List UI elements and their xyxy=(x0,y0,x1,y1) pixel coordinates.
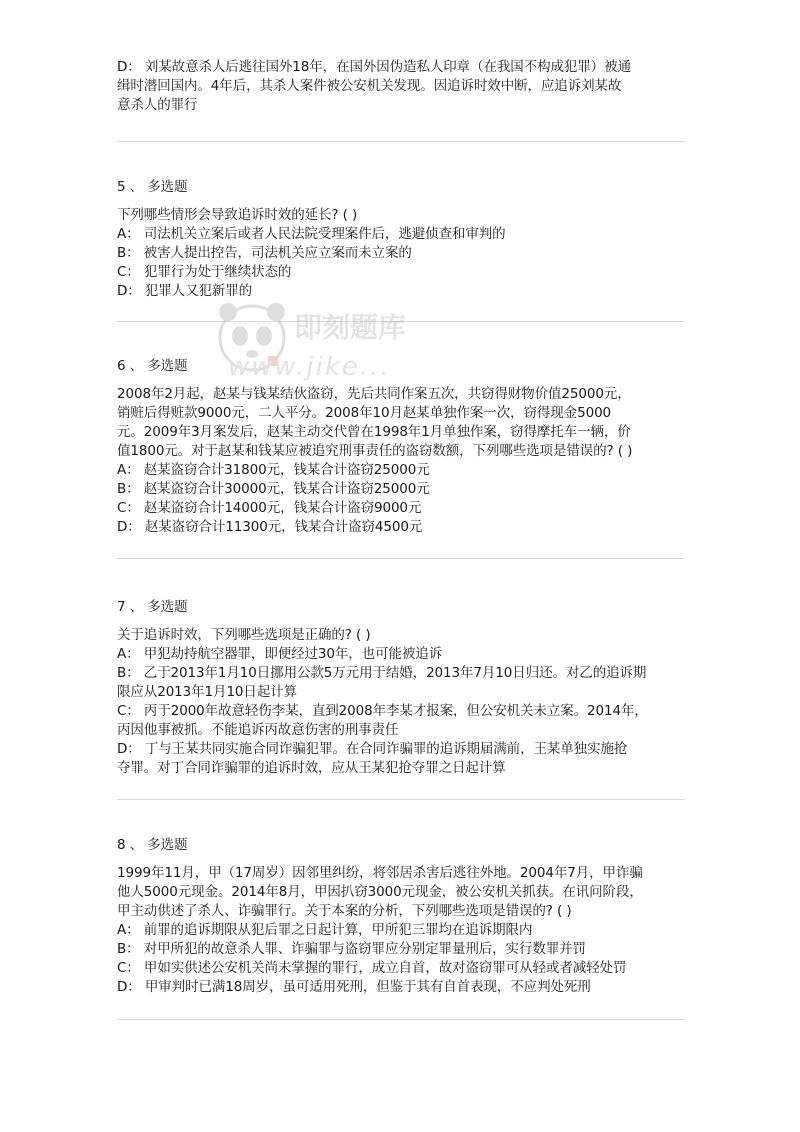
question-stem: 2008年2月起，赵某与钱某结伙盗窃，先后共同作案五次，共窃得财物价值25000元， xyxy=(117,386,631,402)
option-a[interactable]: A： 前罪的追诉期限从犯后罪之日起计算，甲所犯三罪均在追诉期限内 xyxy=(117,922,533,938)
divider xyxy=(117,141,685,142)
option-c[interactable]: C： 丙于2000年故意轻伤李某，直到2008年李某才报案，但公安机关未立案。2014年， xyxy=(117,703,648,719)
option-b-continued[interactable]: 限应从2013年1月10日起计算 xyxy=(117,684,298,700)
divider xyxy=(117,799,685,800)
question-5 xyxy=(117,178,685,301)
option-c[interactable]: C： 甲如实供述公安机关尚未掌握的罪行，成立自首，故对盗窃罪可从轻或者减轻处罚 xyxy=(117,960,627,976)
option-d[interactable]: D： 丁与王某共同实施合同诈骗犯罪。在合同诈骗罪的追诉期届满前，王某单独实施抢 xyxy=(117,741,628,757)
option-c-continued[interactable]: 丙因他事被抓。不能追诉丙故意伤害的刑事责任 xyxy=(117,722,399,738)
option-a[interactable]: A： 司法机关立案后或者人民法院受理案件后，逃避侦查和审判的 xyxy=(117,226,506,242)
question-stem: 下列哪些情形会导致追诉时效的延长? ( ) xyxy=(117,207,358,223)
option-c[interactable]: C： 赵某盗窃合计14000元，钱某合计盗窃9000元 xyxy=(117,500,422,516)
question-stem: 元。2009年3月案发后，赵某主动交代曾在1998年1月单独作案，窃得摩托车一辆，价 xyxy=(117,424,631,440)
question-4-continuation xyxy=(117,58,685,115)
question-header: 6 、 多选题 xyxy=(117,358,188,374)
option-a[interactable]: A： 赵某盗窃合计31800元，钱某合计盗窃25000元 xyxy=(117,462,430,478)
option-d-line-2: 缉时潜回国内。4年后，其杀人案件被公安机关发现。因追诉时效中断，应追诉刘某故 xyxy=(117,78,622,94)
question-7 xyxy=(117,598,685,778)
question-stem: 甲主动供述了杀人、诈骗罪行。关于本案的分析，下列哪些选项是错误的? ( ) xyxy=(117,903,572,919)
question-stem: 1999年11月，甲（17周岁）因邻里纠纷，将邻居杀害后逃往外地。2004年7月，甲诈骗 xyxy=(117,865,643,881)
question-header: 7 、 多选题 xyxy=(117,599,188,615)
option-d[interactable]: D： 犯罪人又犯新罪的 xyxy=(117,283,253,299)
option-b[interactable]: B： 被害人提出控告，司法机关应立案而未立案的 xyxy=(117,245,412,261)
watermark xyxy=(212,290,472,400)
option-c[interactable]: C： 犯罪行为处于继续状态的 xyxy=(117,264,292,280)
option-b[interactable]: B： 对甲所犯的故意杀人罪、诈骗罪与盗窃罪应分别定罪量刑后，实行数罪并罚 xyxy=(117,941,586,957)
question-header: 5 、 多选题 xyxy=(117,179,188,195)
question-stem: 值1800元。对于赵某和钱某应被追究刑事责任的盗窃数额，下列哪些选项是错误的? ( ) xyxy=(117,443,633,459)
divider xyxy=(117,1019,685,1020)
watermark-url: www.jike... xyxy=(228,352,391,382)
option-a[interactable]: A： 甲犯劫持航空器罪，即便经过30年，也可能被追诉 xyxy=(117,646,443,662)
option-b[interactable]: B： 赵某盗窃合计30000元，钱某合计盗窃25000元 xyxy=(117,481,430,497)
option-d[interactable]: D： 甲审判时已满18周岁，虽可适用死刑，但鉴于其有自首表现，不应判处死刑 xyxy=(117,979,591,995)
option-b[interactable]: B： 乙于2013年1月10日挪用公款5万元用于结婚，2013年7月10日归还。对乙的追诉期 xyxy=(117,665,647,681)
option-d-line-3: 意杀人的罪行 xyxy=(117,97,198,113)
question-stem: 关于追诉时效，下列哪些选项是正确的? ( ) xyxy=(117,627,371,643)
watermark-brand: 即刻题库 xyxy=(294,311,407,344)
option-d-line-1: D： 刘某故意杀人后逃往国外18年，在国外因伪造私人印章（在我国不构成犯罪）被通 xyxy=(117,59,631,75)
option-d[interactable]: D： 赵某盗窃合计11300元，钱某合计盗窃4500元 xyxy=(117,519,423,535)
divider xyxy=(117,558,685,559)
question-header: 8 、 多选题 xyxy=(117,837,188,853)
question-stem: 他人5000元现金。2014年8月，甲因扒窃3000元现金，被公安机关抓获。在讯问阶段， xyxy=(117,884,643,900)
option-d-continued[interactable]: 夺罪。对丁合同诈骗罪的追诉时效，应从王某犯抢夺罪之日起计算 xyxy=(117,760,506,776)
question-8 xyxy=(117,836,685,997)
question-stem: 销赃后得赃款9000元，二人平分。2008年10月赵某单独作案一次，窃得现金5000 xyxy=(117,405,612,421)
